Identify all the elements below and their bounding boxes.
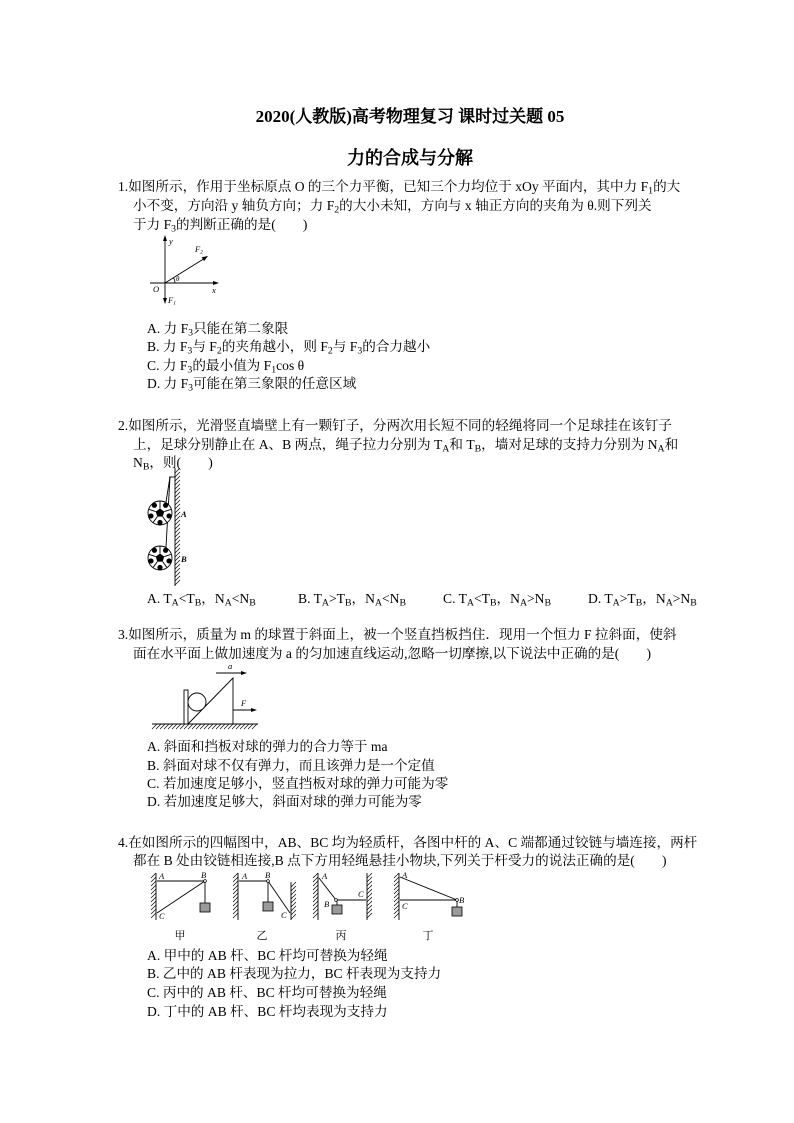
panel-yi-label-c: C [281, 910, 287, 920]
panel-jia-rod-bc [157, 881, 205, 913]
q4-option-a: A. 甲中的 AB 杆、BC 杆均可替换为轻绳 [147, 947, 388, 963]
force-f1-arrowhead [163, 298, 167, 304]
panel-bing-caption: 丙 [335, 930, 347, 942]
subscript: B [474, 443, 482, 455]
force-f2-arrowhead [202, 256, 208, 261]
subscript: B [544, 597, 552, 609]
point-b-label: B [181, 554, 187, 564]
panel-yi-right-wall-hatch [291, 882, 296, 919]
subscript: B [194, 597, 202, 609]
angle-theta-arc [174, 278, 176, 283]
q1-option-a: A. 力 $F_3$只能在第二象限 [147, 320, 289, 339]
q1-stem-line-2: 小不变，方向沿 y 轴负方向；力 $F_2$的大小未知，方向与 x 轴正方向的夹角为 θ.则下列关 [133, 197, 652, 216]
soccer-ball-a [148, 501, 172, 525]
soccer-ball-b [148, 546, 172, 570]
q4-option-c: C. 丙中的 AB 杆、BC 杆均可替换为轻绳 [147, 984, 387, 1000]
subscript: 3 [357, 345, 363, 357]
q2-stem-line-3: $N_B$，则( ) [133, 454, 213, 473]
q1-stem-line-3: 于力 $F_3$的判断正确的是( ) [133, 216, 308, 235]
panel-bing-rod-ab [319, 878, 336, 900]
subscript: 2 [334, 204, 340, 216]
q2-option-a: A. $T_A<T_B$，$N_A<N_B$ [147, 590, 256, 609]
subscript: 1 [271, 364, 277, 376]
subscript: A [466, 597, 474, 609]
panel-ding-block [452, 907, 462, 916]
q3-stem-line-1: 3.如图所示，质量为 m 的球置于斜面上，被一个竖直挡板挡住．现用一个恒力 F 拉斜面，使斜 [118, 626, 677, 642]
subscript: B [635, 597, 643, 609]
q2-stem-line-1: 2.如图所示，光滑竖直墙壁上有一颗钉子，分两次用长短不同的轻绳将同一个足球挂在该钉子 [118, 417, 672, 433]
q1-stem-line-1: 1.如图所示，作用于坐标原点 O 的三个力平衡，已知三个力均位于 xOy 平面内，其中力 $F_1$的大 [118, 178, 681, 197]
subscript: B [690, 597, 697, 609]
panel-bing-left-wall-hatch [313, 873, 318, 918]
panel-jia-caption: 甲 [174, 930, 186, 942]
subscript: 2 [216, 345, 222, 357]
panel-ding-label-a: A [402, 870, 408, 880]
subscript: A [612, 597, 620, 609]
panel-yi-caption: 乙 [256, 930, 268, 942]
subscript: 3 [171, 223, 177, 235]
q4-option-b: B. 乙中的 AB 杆表现为拉力，BC 杆表现为支持力 [147, 965, 442, 981]
q2-option-b: B. $T_A>T_B$，$N_A<N_B$ [298, 590, 407, 609]
subscript: 3 [188, 327, 194, 339]
q1-figure-coordinate-forces [140, 228, 230, 310]
q3-option-d: D. 若加速度足够大，斜面对球的弹力可能为零 [147, 793, 422, 809]
y-axis-arrowhead [163, 235, 167, 241]
subscript: A [374, 597, 383, 609]
f2-label-main: F [195, 244, 201, 254]
panel-bing [313, 871, 372, 942]
point-a-label: A [181, 509, 187, 519]
subscript: B [344, 597, 352, 609]
subscript: 3 [187, 345, 193, 357]
q4-option-d: D. 丁中的 AB 杆、BC 杆均表现为支持力 [147, 1003, 388, 1019]
f1-label-main: F [168, 295, 174, 305]
panel-jia-block [200, 903, 210, 912]
q3-stem-line-2: 面在水平面上做加速度为 a 的匀加速直线运动,忽略一切摩擦,以下说法中正确的是( ) [133, 645, 652, 661]
subscript: B [249, 597, 256, 609]
force-f2-line [165, 259, 204, 283]
q1-option-b: B. 力 $F_3$与 $F_2$的夹角越小，则 $F_2$与 $F_3$的合力越小 [147, 338, 431, 357]
subscript: A [321, 597, 329, 609]
origin-label: O [153, 284, 160, 294]
panel-yi-block [263, 902, 273, 911]
page-subtitle: 力的合成与分解 [347, 148, 473, 168]
panel-jia-hinge-b [204, 880, 207, 883]
panel-bing-label-a: A [322, 871, 328, 881]
subscript: B [142, 461, 150, 473]
q4-stem-line-1: 4.在如图所示的四幅图中，AB、BC 均为轻质杆，各图中杆的 A、C 端都通过铰链与墙连接，两杆 [118, 834, 698, 850]
q1-option-c: C. 力 $F_3$的最小值为 $F_1\cos$ θ [147, 357, 305, 376]
q4-stem-line-2: 都在 B 处由铰链相连接,B 点下方用轻绳悬挂小物块,下列关于杆受力的说法正确的是( ) [133, 852, 667, 868]
q1-option-d: D. 力 $F_3$可能在第三象限的任意区域 [147, 375, 357, 394]
x-axis-label: x [212, 285, 216, 295]
ball [188, 693, 206, 711]
q3-option-a: A. 斜面和挡板对球的弹力的合力等于 ma [147, 738, 388, 754]
force-arrowhead [251, 708, 257, 712]
panel-bing-block [332, 905, 342, 914]
theta-label: θ [176, 275, 180, 283]
page-title: 2020(人教版)高考物理复习 课时过关题 05 [255, 107, 565, 126]
panel-yi-hinge-b [267, 880, 270, 883]
q2-option-d: D. $T_A>T_B$，$N_A>N_B$ [588, 590, 697, 609]
q3-option-c: C. 若加速度足够小，竖直挡板对球的弹力可能为零 [147, 775, 449, 791]
subscript: 1 [648, 185, 654, 197]
panel-bing-label-b: B [324, 899, 330, 909]
panel-ding-rod-ab [400, 877, 457, 900]
y-axis-label: y [169, 236, 173, 246]
force-label: F [241, 698, 247, 708]
panel-ding-label-c: C [402, 901, 408, 911]
panel-yi-label-a: A [242, 871, 248, 881]
panel-ding-caption: 丁 [422, 930, 434, 942]
subscript: A [224, 597, 232, 609]
ground-hatch [152, 724, 257, 729]
subscript: A [665, 597, 673, 609]
panel-bing-right-wall-hatch [367, 873, 372, 918]
panel-jia-label-a: A [159, 871, 165, 881]
panel-ding [394, 870, 464, 942]
acceleration-arrowhead [241, 671, 247, 675]
f1-label-sub: 1 [173, 300, 176, 307]
panel-jia-wall-hatch [151, 873, 156, 918]
q2-stem-line-2: 上，足球分别静止在 A、B 两点，绳子拉力分别为 $T_A$和 $T_B$，墙对足球的支持力分别为 $N_A$和 [133, 436, 679, 455]
panel-jia-label-b: B [201, 870, 207, 880]
panel-ding-wall-hatch [394, 873, 399, 918]
panel-ding-hinge-b [456, 899, 459, 902]
q2-option-c: C. $T_A<T_B$，$N_A>N_B$ [443, 590, 552, 609]
vertical-baffle [184, 690, 188, 724]
f2-label-sub: 2 [200, 249, 203, 256]
acceleration-label: a [228, 661, 233, 671]
q4-figure-rod-panels [145, 866, 475, 944]
subscript: B [399, 597, 407, 609]
subscript: A [171, 597, 179, 609]
panel-jia [151, 870, 210, 942]
subscript: 2 [327, 345, 333, 357]
wall-hatch [175, 468, 180, 585]
panel-bing-label-c: C [358, 889, 364, 899]
panel-jia-label-c: C [159, 911, 165, 921]
q3-option-b: B. 斜面对球不仅有弹力，而且该弹力是一个定值 [147, 757, 435, 773]
f1-label [167, 295, 176, 307]
subscript: A [657, 443, 665, 455]
subscript: B [489, 597, 497, 609]
panel-yi [233, 870, 296, 942]
panel-ding-label-b: B [459, 895, 465, 905]
panel-bing-hinge-b [335, 899, 338, 902]
panel-yi-label-b: B [265, 870, 271, 880]
q3-figure-incline [145, 660, 265, 735]
f2-label [194, 244, 203, 256]
panel-yi-left-wall-hatch [233, 873, 238, 918]
subscript: 3 [188, 382, 194, 394]
subscript: A [519, 597, 528, 609]
q2-figure-wall-balls [140, 466, 190, 588]
subscript: A [442, 443, 450, 455]
subscript: 3 [187, 364, 193, 376]
